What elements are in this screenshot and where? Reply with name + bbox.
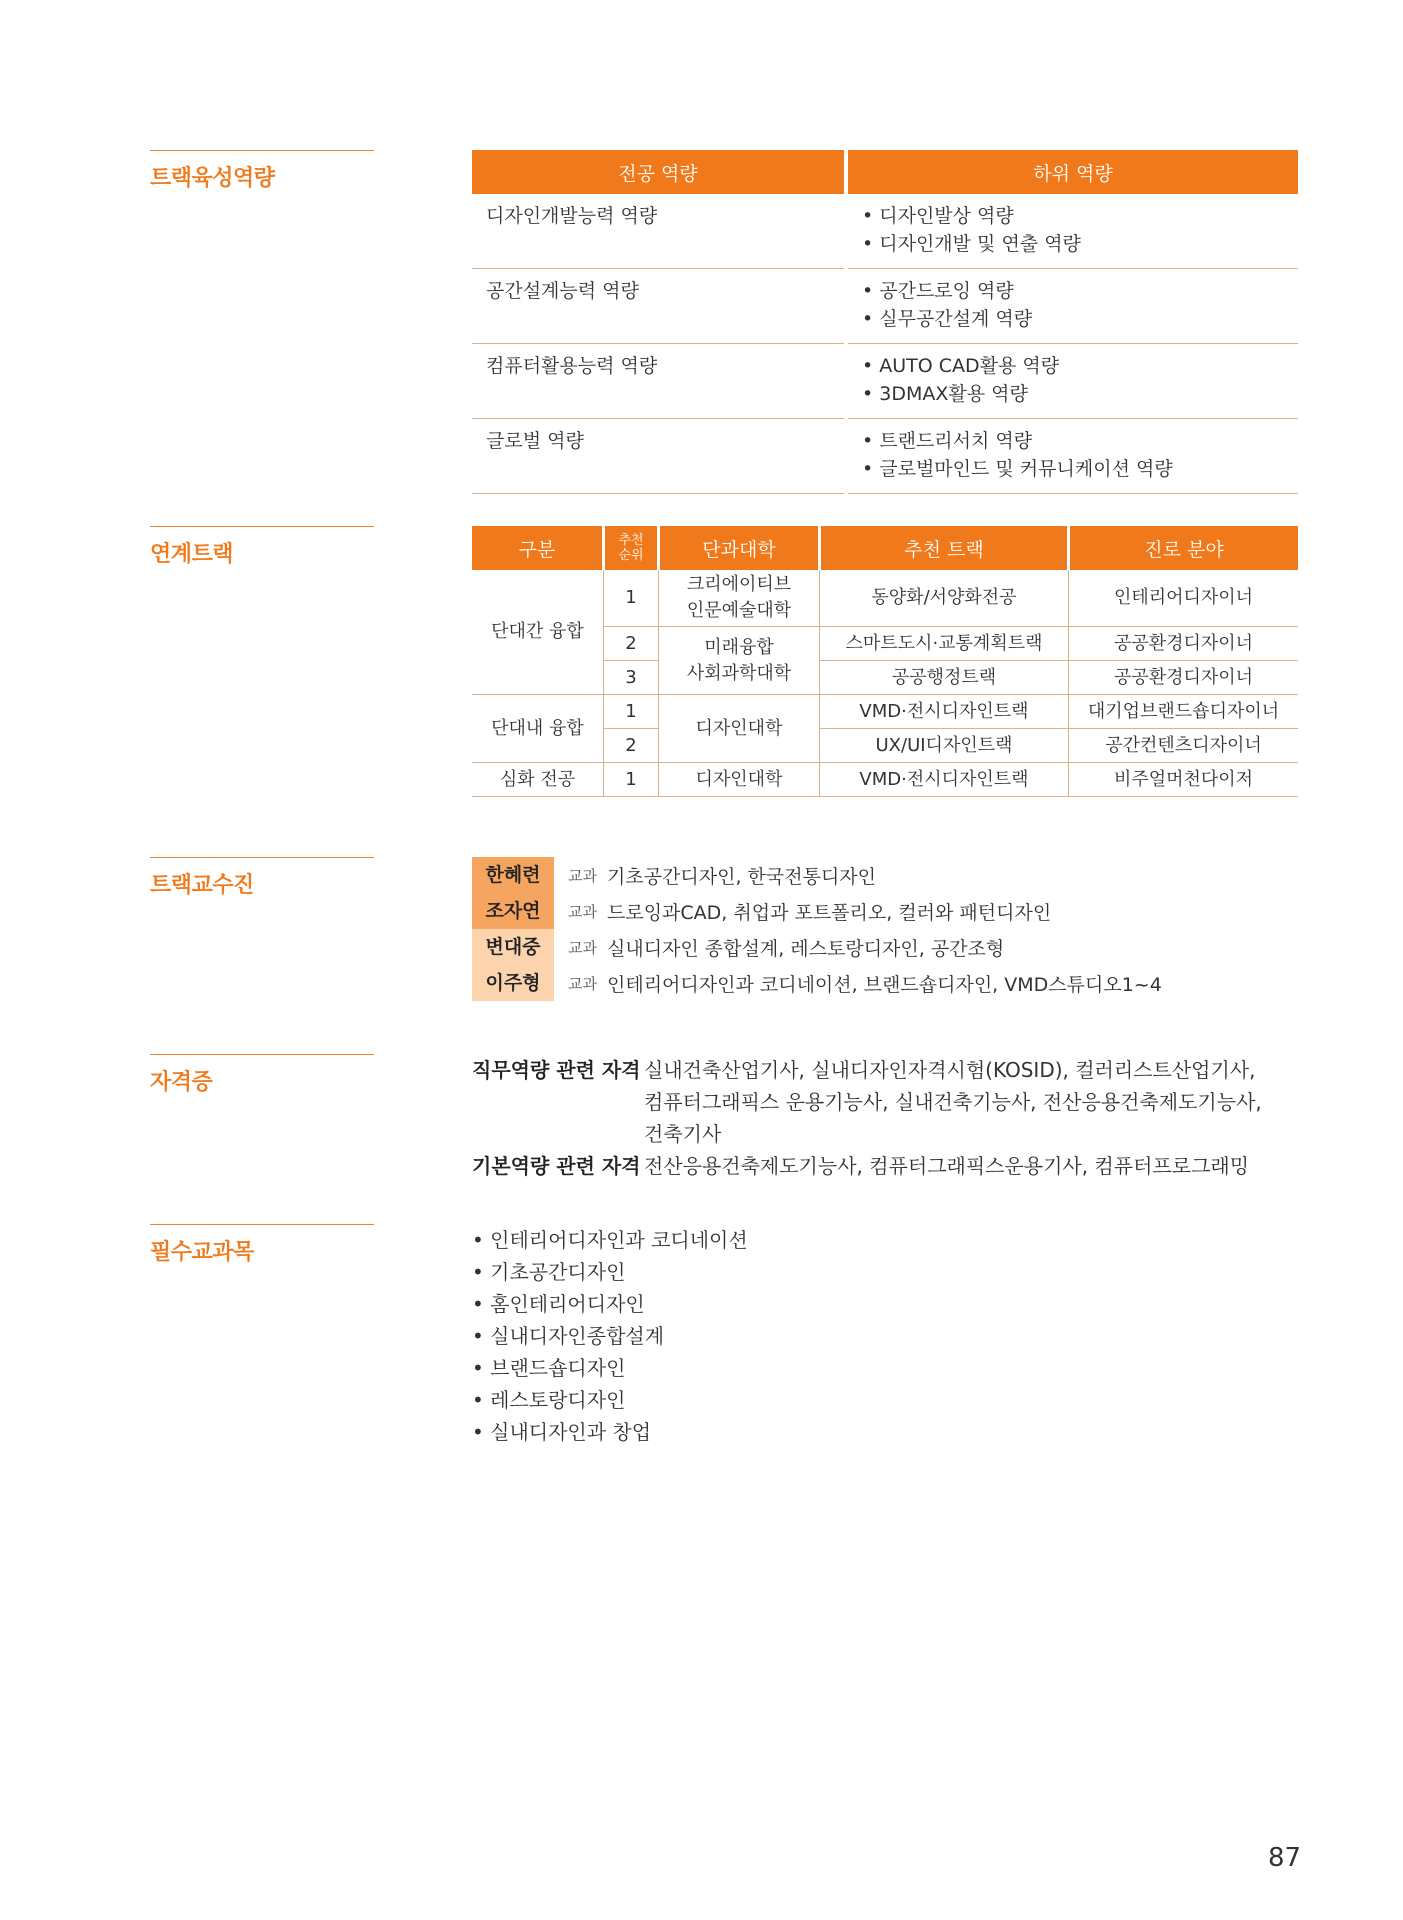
rank-cell: 1 xyxy=(604,695,659,729)
career-cell: 공공환경디자이너 xyxy=(1069,661,1299,695)
section-title-required: 필수교과목 xyxy=(150,1224,374,1266)
table-row xyxy=(472,570,1298,627)
list-item: • 기초공간디자인 xyxy=(472,1260,626,1284)
college-cell: 미래융합 사회과학대학 xyxy=(659,627,820,695)
college-cell: 크리에이티브 인문예술대학 xyxy=(659,570,820,627)
list-item: • 홈인테리어디자인 xyxy=(472,1292,645,1316)
sub-competency-cell: • AUTO CAD활용 역량 • 3DMAX활용 역량 xyxy=(848,344,1298,419)
course-tag: 교과 xyxy=(568,866,597,885)
college-cell: 디자인대학 xyxy=(659,695,820,763)
basic-cert-row xyxy=(472,1150,1264,1182)
course-tag: 교과 xyxy=(568,902,597,921)
professor-name: 변대중 xyxy=(472,929,554,965)
major-competency-cell: 컴퓨터활용능력 역량 xyxy=(472,344,844,419)
table-row xyxy=(472,763,1298,797)
linked-track-table xyxy=(472,526,1298,797)
header-major-competency: 전공 역량 xyxy=(472,150,844,194)
professor-name: 한혜련 xyxy=(472,857,554,893)
sub-competency-cell: • 공간드로잉 역량 • 실무공간설계 역량 xyxy=(848,269,1298,344)
rank-cell: 3 xyxy=(604,661,659,695)
track-cell: VMD·전시디자인트랙 xyxy=(820,763,1069,797)
header-recommended-track: 추천 트랙 xyxy=(820,526,1069,570)
major-competency-cell: 글로벌 역량 xyxy=(472,419,844,494)
table-row xyxy=(472,695,1298,729)
list-item xyxy=(472,857,1162,893)
list-item: • 인테리어디자인과 코디네이션 xyxy=(472,1228,748,1252)
list-item: • 실내디자인과 창업 xyxy=(472,1420,652,1444)
career-cell: 공공환경디자이너 xyxy=(1069,627,1299,661)
rank-cell: 1 xyxy=(604,570,659,627)
career-cell: 인테리어디자이너 xyxy=(1069,570,1299,627)
course-tag: 교과 xyxy=(568,974,597,993)
header-sub-competency: 하위 역량 xyxy=(848,150,1298,194)
professor-courses: 실내디자인 종합설계, 레스토랑디자인, 공간조형 xyxy=(606,937,1005,960)
sub-competency-cell: • 트랜드리서치 역량 • 글로벌마인드 및 커뮤니케이션 역량 xyxy=(848,419,1298,494)
track-cell: 스마트도시·교통계획트랙 xyxy=(820,627,1069,661)
major-competency-cell: 디자인개발능력 역량 xyxy=(472,194,844,269)
header-rank: 추천 순위 xyxy=(604,526,659,570)
section-title-linked: 연계트랙 xyxy=(150,526,374,568)
section-title-certificates: 자격증 xyxy=(150,1054,374,1096)
job-cert-label: 직무역량 관련 자격 xyxy=(472,1058,641,1082)
section-title-competency: 트랙육성역량 xyxy=(150,150,374,192)
list-item xyxy=(472,893,1162,929)
professor-courses: 드로잉과CAD, 취업과 포트폴리오, 컬러와 패턴디자인 xyxy=(606,901,1052,924)
professor-courses: 인테리어디자인과 코디네이션, 브랜드숍디자인, VMD스튜디오1~4 xyxy=(606,973,1162,996)
list-item: • 레스토랑디자인 xyxy=(472,1388,626,1412)
job-cert-text: 실내건축산업기사, 실내디자인자격시험(KOSID), 컬러리스트산업기사, 컴퓨터그래픽스 운용기능사, 실내건축기능사, 전산응용건축제도기능사, 건축기사 xyxy=(644,1058,1262,1146)
section-title-professors: 트랙교수진 xyxy=(150,857,374,899)
header-career: 진로 분야 xyxy=(1069,526,1299,570)
list-item: • 실내디자인종합설계 xyxy=(472,1324,665,1348)
group-cell: 단대내 융합 xyxy=(472,695,604,763)
professor-courses: 기초공간디자인, 한국전통디자인 xyxy=(606,865,877,888)
career-cell: 대기업브랜드숍디자이너 xyxy=(1069,695,1299,729)
college-cell: 디자인대학 xyxy=(659,763,820,797)
list-item xyxy=(472,929,1162,965)
header-college: 단과대학 xyxy=(659,526,820,570)
group-cell: 심화 전공 xyxy=(472,763,604,797)
major-competency-cell: 공간설계능력 역량 xyxy=(472,269,844,344)
career-cell: 비주얼머천다이저 xyxy=(1069,763,1299,797)
rank-cell: 1 xyxy=(604,763,659,797)
basic-cert-text: 전산응용건축제도기능사, 컴퓨터그래픽스운용기사, 컴퓨터프로그래밍 xyxy=(644,1154,1250,1178)
course-tag: 교과 xyxy=(568,938,597,957)
rank-cell: 2 xyxy=(604,627,659,661)
page-number: 87 xyxy=(1268,1843,1302,1873)
list-item xyxy=(472,965,1162,1001)
sub-competency-cell: • 디자인발상 역량 • 디자인개발 및 연출 역량 xyxy=(848,194,1298,269)
table-row xyxy=(472,344,1298,419)
track-cell: VMD·전시디자인트랙 xyxy=(820,695,1069,729)
professor-name: 조자연 xyxy=(472,893,554,929)
header-division: 구분 xyxy=(472,526,604,570)
group-cell: 단대간 융합 xyxy=(472,570,604,695)
track-cell: UX/UI디자인트랙 xyxy=(820,729,1069,763)
competency-table xyxy=(472,150,1298,494)
job-cert-row xyxy=(472,1054,1264,1150)
basic-cert-label: 기본역량 관련 자격 xyxy=(472,1154,641,1178)
table-row xyxy=(472,194,1298,269)
rank-cell: 2 xyxy=(604,729,659,763)
table-row xyxy=(472,269,1298,344)
career-cell: 공간컨텐츠디자이너 xyxy=(1069,729,1299,763)
track-cell: 공공행정트랙 xyxy=(820,661,1069,695)
list-item: • 브랜드숍디자인 xyxy=(472,1356,626,1380)
track-cell: 동양화/서양화전공 xyxy=(820,570,1069,627)
table-row xyxy=(472,419,1298,494)
professor-name: 이주형 xyxy=(472,965,554,1001)
